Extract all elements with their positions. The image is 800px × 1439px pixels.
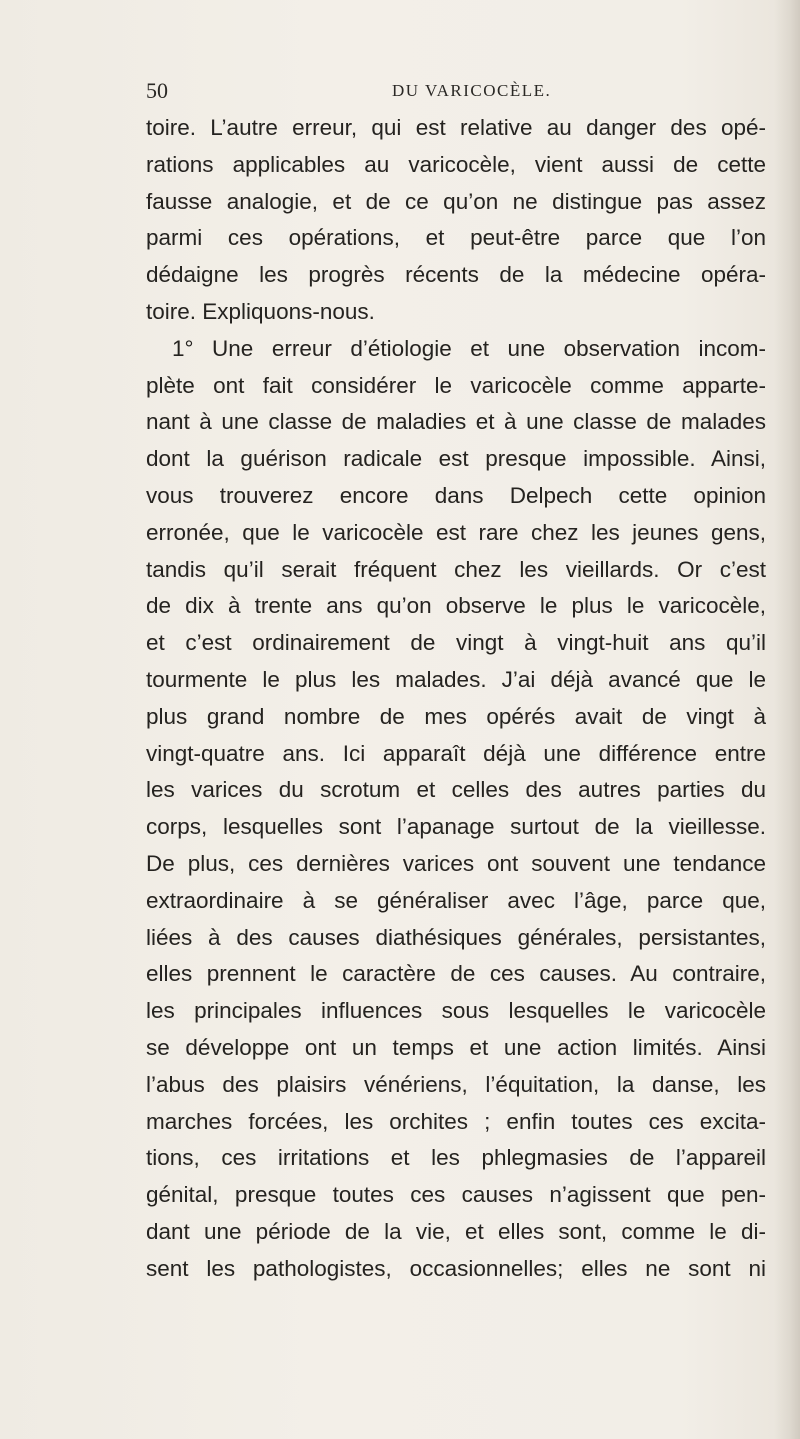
text-line: plus grand nombre de mes opérés avait de vingt à [146,703,766,729]
text-line: nant à une classe de maladies et à une classe de malades [146,409,766,435]
text-line: elles prennent le caractère de ces causes. Au contraire, [146,961,766,987]
body-text [146,110,766,1288]
text-line: fausse analogie, et de ce qu’on ne distingue pas assez [146,188,766,214]
running-head: DU VARICOCÈLE. [392,81,552,100]
text-line: tourmente le plus les malades. J’ai déjà avancé que le [146,666,766,692]
text-line: 1° Une erreur d’étiologie et une observation incom- [172,335,766,361]
text-line: liées à des causes diathésiques générales, persistantes, [146,924,766,950]
text-line: rations applicables au varicocèle, vient aussi de cette [146,151,766,177]
text-line: vous trouverez encore dans Delpech cette opinion [146,482,766,508]
text-line: toire. Expliquons-nous. [146,298,375,324]
text-line: dédaigne les progrès récents de la médecine opéra- [146,262,766,288]
text-line: erronée, que le varicocèle est rare chez les jeunes gens, [146,519,766,545]
page-header [146,78,766,106]
text-line: tandis qu’il serait fréquent chez les vieillards. Or c’est [146,556,766,582]
text-line: marches forcées, les orchites ; enfin toutes ces excita- [146,1108,766,1134]
text-line: toire. L’autre erreur, qui est relative au danger des opé- [146,115,766,140]
text-line: vingt-quatre ans. Ici apparaît déjà une différence entre [146,740,766,766]
text-line: les varices du scrotum et celles des autres parties du [146,777,766,803]
text-line: De plus, ces dernières varices ont souvent une tendance [146,850,766,876]
text-line: parmi ces opérations, et peut-être parce que l’on [146,225,766,251]
text-line: corps, lesquelles sont l’apanage surtout de la vieillesse. [146,814,766,840]
text-line: extraordinaire à se généraliser avec l’âge, parce que, [146,887,766,913]
text-line: dont la guérison radicale est presque impossible. Ainsi, [146,446,766,472]
text-line: tions, ces irritations et les phlegmasies de l’appareil [146,1145,766,1171]
text-line: plète ont fait considérer le varicocèle comme apparte- [146,372,766,398]
page-number: 50 [146,78,168,103]
text-line: sent les pathologistes, occasionnelles; elles ne sont ni [146,1255,766,1281]
text-line: de dix à trente ans qu’on observe le plus le varicocèle, [146,593,766,619]
text-line: l’abus des plaisirs vénériens, l’équitation, la danse, les [146,1071,766,1097]
text-line: se développe ont un temps et une action limités. Ainsi [146,1034,766,1060]
text-line: dant une période de la vie, et elles sont, comme le di- [146,1218,766,1244]
text-line: les principales influences sous lesquelles le varicocèle [146,998,766,1024]
page-edge-shadow [774,0,800,1439]
text-line: génital, presque toutes ces causes n’agissent que pen- [146,1182,766,1208]
text-line: et c’est ordinairement de vingt à vingt-huit ans qu’il [146,630,766,656]
